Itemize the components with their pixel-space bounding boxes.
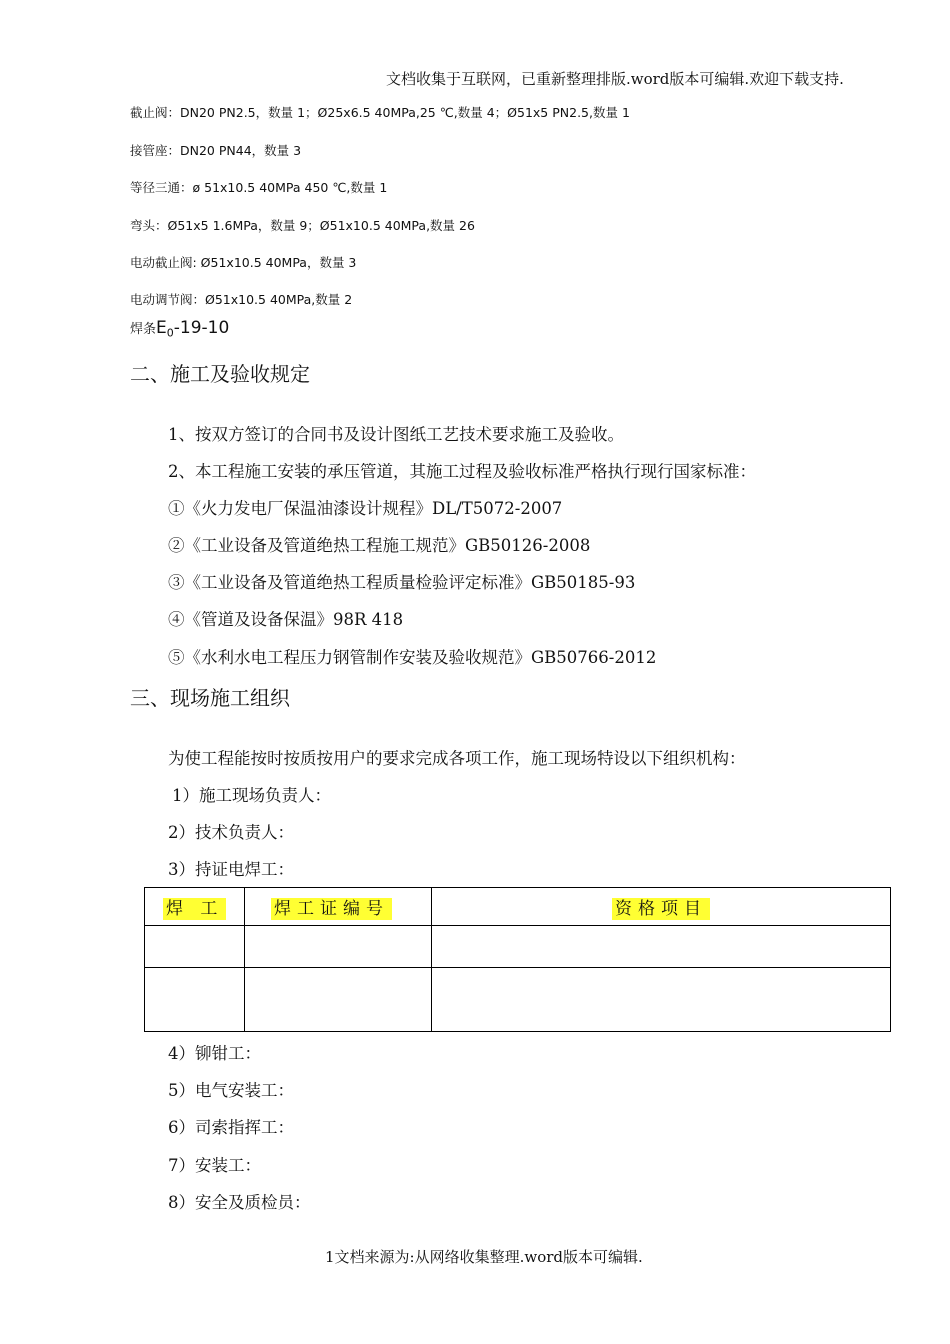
table-header-row — [145, 888, 891, 926]
standard-item: ③《工业设备及管道绝热工程质量检验评定标准》GB50185-93 — [168, 573, 636, 592]
standard-item: ②《工业设备及管道绝热工程施工规范》GB50126-2008 — [168, 536, 591, 555]
role-item: 3）持证电焊工： — [168, 860, 294, 879]
welding-rod-label: 焊条 — [130, 322, 157, 337]
role-item: 7）安装工： — [168, 1156, 261, 1175]
table-cell — [145, 968, 245, 1032]
standard-item: ⑤《水利水电工程压力钢管制作安装及验收规范》GB50766-2012 — [168, 648, 657, 667]
section-title: 三、现场施工组织 — [130, 686, 290, 710]
standard-item: ①《火力发电厂保温油漆设计规程》DL/T5072-2007 — [168, 499, 563, 518]
header-cell-qualification: 资格项目 — [432, 888, 891, 926]
intro-paragraph: 为使工程能按时按质按用户的要求完成各项工作，施工现场特设以下组织机构： — [168, 749, 746, 768]
welding-rod-letter: E — [156, 318, 167, 338]
header-cell-welder: 焊 工 — [145, 888, 245, 926]
clause-item: 1、按双方签订的合同书及设计图纸工艺技术要求施工及验收。 — [168, 425, 624, 444]
role-item: 1）施工现场负责人： — [172, 786, 331, 805]
material-line: 截止阀：DN20 PN2.5，数量 1；Ø25x6.5 40MPa,25 ℃,数量 4；Ø51x5 PN2.5,数量 1 — [130, 105, 630, 120]
table-cell — [245, 968, 432, 1032]
welding-rod-code: -19-10 — [173, 318, 230, 338]
header-cell-cert-no: 焊工证编号 — [245, 888, 432, 926]
footer-note: 1文档来源为:从网络收集整理.word版本可编辑. — [325, 1248, 643, 1266]
role-item: 5）电气安装工： — [168, 1081, 294, 1100]
role-item: 8）安全及质检员： — [168, 1193, 311, 1212]
table-row — [145, 968, 891, 1032]
material-line: 弯头：Ø51x5 1.6MPa，数量 9；Ø51x10.5 40MPa,数量 26 — [130, 218, 475, 233]
material-line: 电动截止阀: Ø51x10.5 40MPa，数量 3 — [130, 255, 357, 270]
clause-item: 2、本工程施工安装的承压管道，其施工过程及验收标准严格执行现行国家标准： — [168, 462, 756, 481]
material-line: 电动调节阀：Ø51x10.5 40MPa,数量 2 — [130, 292, 353, 307]
welding-rod-line — [130, 318, 229, 340]
role-item: 4）铆钳工： — [168, 1044, 261, 1063]
table-row — [145, 926, 891, 968]
table-cell — [432, 968, 891, 1032]
welder-table — [144, 887, 891, 1032]
role-item: 6）司索指挥工： — [168, 1118, 294, 1137]
welding-rod-subscript: 0 — [166, 326, 174, 340]
section-title: 二、施工及验收规定 — [130, 362, 310, 386]
material-line: 等径三通：ø 51x10.5 40MPa 450 ℃,数量 1 — [130, 180, 388, 195]
table-cell — [432, 926, 891, 968]
role-item: 2）技术负责人： — [168, 823, 294, 842]
material-line: 接管座：DN20 PN44，数量 3 — [130, 143, 302, 158]
header-note: 文档收集于互联网，已重新整理排版.word版本可编辑.欢迎下载支持. — [386, 70, 844, 88]
standard-item: ④《管道及设备保温》98R 418 — [168, 610, 404, 629]
table-cell — [145, 926, 245, 968]
table-cell — [245, 926, 432, 968]
